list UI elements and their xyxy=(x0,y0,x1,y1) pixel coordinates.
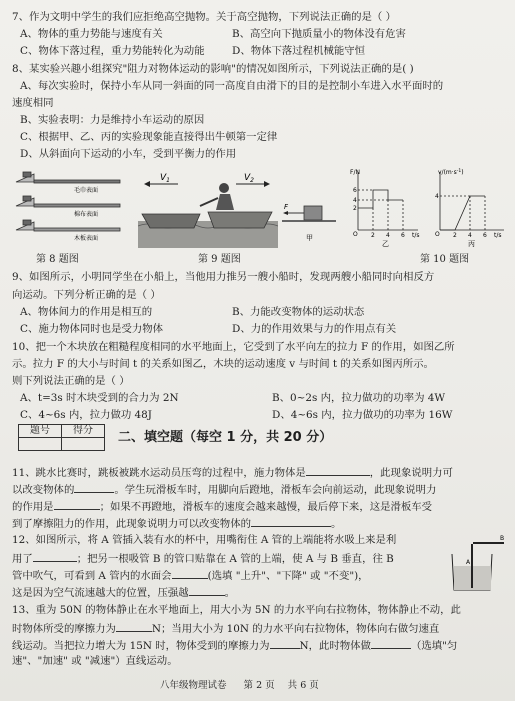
q9-option-a: A、物体间力的作用是相互的 xyxy=(20,306,153,318)
fig9-caption: 第 9 题图 xyxy=(198,254,241,265)
q13-blank-1[interactable] xyxy=(116,620,152,632)
q13-line-1: 13、重为 50N 的物体静止在水平地面上，用大小为 5N 的力水平向右拉物体，物体静止不动，此 xyxy=(12,604,461,616)
q10-option-b: B、0~2s 内，拉力做功的功率为 4W xyxy=(272,392,446,404)
fig8-label-towel: 毛巾表面 xyxy=(74,187,99,194)
footer-page-number: 第 2 页 xyxy=(243,680,275,691)
q9-option-c: C、施力物体同时也是受力物体 xyxy=(20,323,164,335)
q8-option-a-cont: 速度相同 xyxy=(12,97,54,109)
page-footer xyxy=(160,678,319,694)
q11-line-2: 以改变物体的 。学生玩滑板车时，用脚向后蹬地，滑板车会向前运动，此现象说明力 xyxy=(12,481,436,499)
fig10-f-tick-6: 6 xyxy=(353,187,357,194)
q10-option-c: C、4~6s 内，拉力做功 48J xyxy=(20,409,152,421)
q10-stem-cont: 示。拉力 F 的大小与时间 t 的关系如图乙，木块的运动速度 v 与时间 t 的关系如图丙所示。 xyxy=(12,358,434,370)
q8-stem: 8、某实验兴趣小组探究"阻力对物体运动的影响"的情况如图所示，下列说法正确的是( ) xyxy=(12,63,414,75)
q7-option-d: D、物体下落过程机械能守恒 xyxy=(232,45,366,57)
q12-label-b: B xyxy=(500,535,505,542)
fig9-label-v1: $V_1$ xyxy=(160,173,170,184)
fig10-f-tick-4: 4 xyxy=(353,197,357,204)
q10-stem-cont2: 则下列说法正确的是（ ） xyxy=(12,375,130,387)
q8-option-b: B、实验表明：力是维持小车运动的原因 xyxy=(20,114,205,126)
fig10-f-origin: O xyxy=(353,231,358,238)
q12-cup-figure xyxy=(446,534,508,594)
q7-stem: 7、作为文明中学生的我们应拒绝高空抛物。关于高空抛物，下列说法正确的是（ ） xyxy=(12,11,396,23)
fig9-label-v2: $V_2$ xyxy=(244,173,254,184)
q11-line-3: 的作用是 ；如果不再蹬地，滑板车的速度会越来越慢，最后停下来，这是滑板车受 xyxy=(12,498,432,516)
q12-line-2: 用了 ；把另一根吸管 B 的管口贴靠在 A 管的上端，使 A 与 B 垂直，往 B xyxy=(12,550,394,568)
q12-line-4: 这是因为空气流速越大的位置，压强越 。 xyxy=(12,584,235,602)
q12-blank-2[interactable] xyxy=(172,567,208,579)
q7-option-b: B、高空向下抛质量小的物体没有危害 xyxy=(232,28,406,40)
q9-stem: 9、如图所示，小明同学坐在小船上，当他用力推另一艘小船时，发现两艘小船同时向相反方 xyxy=(12,271,435,283)
fig10-label-bing: 丙 xyxy=(468,240,475,248)
fig10-f-x-4: 4 xyxy=(386,232,390,239)
q13-blank-3[interactable] xyxy=(371,637,411,649)
q7-option-c: C、物体下落过程，重力势能转化为动能 xyxy=(20,45,205,57)
section-title: 二、填空题（每空 1 分，共 20 分） xyxy=(118,430,333,445)
fig10-v-t-label: t/s xyxy=(494,232,502,239)
score-header-number: 题号 xyxy=(19,425,62,438)
q13-blank-2[interactable] xyxy=(270,637,300,649)
fig10-f-tick-2: 2 xyxy=(353,205,357,212)
fig10-f-x-6: 6 xyxy=(401,232,405,239)
fig8-ramps xyxy=(14,166,124,246)
q8-option-a: A、每次实验时，保持小车从同一斜面的同一高度自由滑下的目的是控制小车进入水平面时的 xyxy=(20,80,444,92)
q9-stem-cont: 向运动。下列分析正确的是（ ） xyxy=(12,289,161,301)
q11-blank-2[interactable] xyxy=(74,481,114,493)
q13-line-3: 线运动。当把拉力增大为 15N 时，物体受到的摩擦力为 N，此时物体做 （选填"匀 xyxy=(12,637,457,655)
q12-blank-1[interactable] xyxy=(33,550,77,562)
q8-option-c: C、根据甲、乙、丙的实验现象能直接得出牛顿第一定律 xyxy=(20,131,278,143)
q12-blank-3[interactable] xyxy=(189,584,225,596)
q11-blank-1[interactable] xyxy=(306,464,370,476)
fig8-caption: 第 8 题图 xyxy=(36,254,79,265)
fig10-f-x-2: 2 xyxy=(371,232,375,239)
footer-total-pages: 共 6 页 xyxy=(287,680,319,691)
fig10-v-axis-label: $v/(m\cdot s^{-1})$ xyxy=(438,169,464,176)
q13-line-2: 时物体所受的摩擦力为 N；当用大小为 10N 的力水平向右拉物体，物体向右做匀速直 xyxy=(12,620,439,638)
q13-line-4: 速"、"加速" 或 "减速"）直线运动。 xyxy=(12,655,178,667)
score-header-score: 得分 xyxy=(62,425,105,438)
footer-exam-name: 八年级物理试卷 xyxy=(160,680,227,691)
q10-option-a: A、t=3s 时木块受到的合力为 2N xyxy=(20,392,179,404)
q11-line-1: 11、跳水比赛时，跳板被跳水运动员压弯的过程中，施力物体是 ，此现象说明力可 xyxy=(12,464,453,482)
q12-line-3: 管中吹气，可看到 A 管内的水面会 (选填 "上升"、"下降" 或 "不变")， xyxy=(12,567,369,585)
fig10-v-origin: O xyxy=(435,231,440,238)
q11-blank-3[interactable] xyxy=(54,498,100,510)
fig8-label-cotton: 棉布表面 xyxy=(74,211,99,218)
fig10-v-x-2: 2 xyxy=(453,232,457,239)
fig10-f-axis-label: F/N xyxy=(350,169,360,176)
q9-option-d: D、力的作用效果与力的作用点有关 xyxy=(232,323,397,335)
q11-line-4: 到了摩擦阻力的作用，此现象说明力可以改变物体的 。 xyxy=(12,515,341,533)
fig10-graphs xyxy=(278,166,510,248)
q9-option-b: B、力能改变物体的运动状态 xyxy=(232,306,365,318)
q12-label-a: A xyxy=(466,559,471,566)
fig9-boats xyxy=(138,166,278,248)
fig10-v-tick-4: 4 xyxy=(435,193,439,200)
score-cell-number xyxy=(19,438,62,451)
fig10-f-t-label: t/s xyxy=(412,232,420,239)
q7-option-a: A、物体的重力势能与速度有关 xyxy=(20,28,163,40)
score-table xyxy=(18,424,105,451)
q10-option-d: D、4~6s 内，拉力做功的功率为 16W xyxy=(272,409,453,421)
fig10-label-jia: 甲 xyxy=(306,234,313,242)
score-cell-score[interactable] xyxy=(62,438,105,451)
fig10-label-yi: 乙 xyxy=(382,240,389,248)
fig10-v-x-4: 4 xyxy=(468,232,472,239)
q8-option-d: D、从斜面向下运动的小车，受到平衡力的作用 xyxy=(20,148,237,160)
fig10-caption: 第 10 题图 xyxy=(420,254,470,265)
fig10-force-label: F xyxy=(284,203,289,211)
fig10-v-x-6: 6 xyxy=(483,232,487,239)
q10-stem: 10、把一个木块放在粗糙程度相同的水平地面上，它受到了水平向左的拉力 F 的作用，如图乙所 xyxy=(12,341,455,353)
fig8-label-wood: 木板表面 xyxy=(74,235,99,242)
q11-blank-4[interactable] xyxy=(251,515,331,527)
q12-line-1: 12、如图所示，将 A 管插入装有水的杯中，用嘴衔住 A 管的上端能将水吸上来是利 xyxy=(12,534,397,546)
